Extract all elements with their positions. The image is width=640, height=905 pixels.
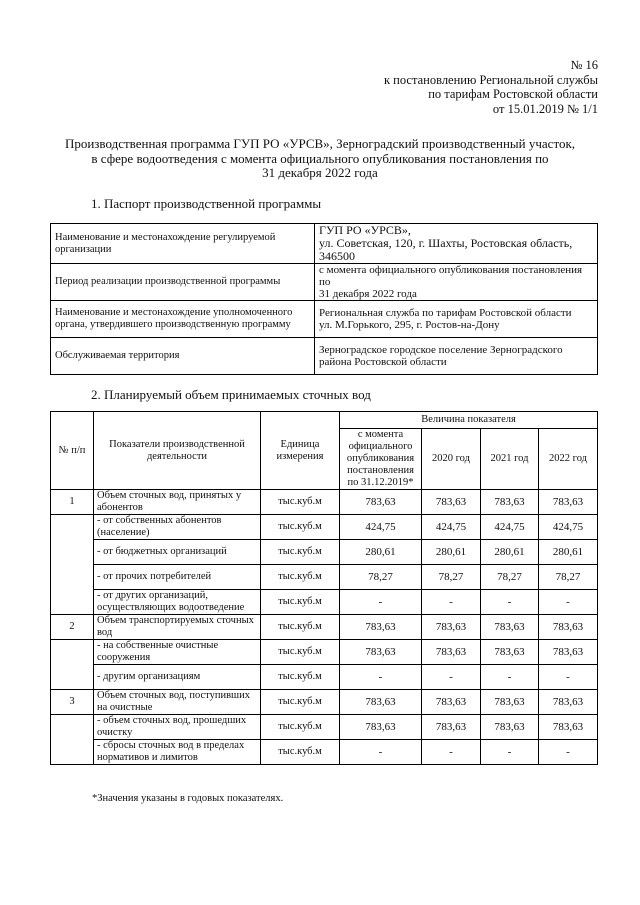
row-number-empty bbox=[51, 515, 94, 615]
value-2021: 783,63 bbox=[481, 715, 539, 740]
row-unit: тыс.куб.м bbox=[261, 590, 340, 615]
row-unit: тыс.куб.м bbox=[261, 665, 340, 690]
row-indicator: - на собственные очистные сооружения bbox=[94, 640, 261, 665]
passport-value-line: района Ростовской области bbox=[319, 356, 447, 368]
row-indicator: - сбросы сточных вод в пределах нормативов и лимитов bbox=[94, 740, 261, 765]
value-period: 783,63 bbox=[340, 615, 422, 640]
passport-value-line: Региональная служба по тарифам Ростовской области bbox=[319, 307, 572, 319]
table-row bbox=[51, 615, 598, 640]
value-2021: 424,75 bbox=[481, 515, 539, 540]
row-indicator: - объем сточных вод, прошедших очистку bbox=[94, 715, 261, 740]
value-2020: - bbox=[422, 740, 481, 765]
value-2021: 783,63 bbox=[481, 690, 539, 715]
value-2021: 783,63 bbox=[481, 615, 539, 640]
passport-label: Обслуживаемая территория bbox=[51, 338, 315, 375]
value-2020: 783,63 bbox=[422, 615, 481, 640]
title-line: 31 декабря 2022 года bbox=[262, 165, 378, 180]
value-period: - bbox=[340, 665, 422, 690]
passport-row bbox=[51, 264, 598, 301]
passport-value-line: с момента официального опубликования постановления по bbox=[319, 264, 583, 288]
value-2022: 78,27 bbox=[539, 565, 598, 590]
header-2022: 2022 год bbox=[539, 429, 598, 490]
value-2021: - bbox=[481, 740, 539, 765]
passport-row bbox=[51, 301, 598, 338]
header-line: по тарифам Ростовской области bbox=[428, 87, 598, 101]
value-2022: 783,63 bbox=[539, 640, 598, 665]
section-1-title: 1. Паспорт производственной программы bbox=[91, 196, 322, 211]
table-row bbox=[51, 740, 598, 765]
value-2021: 783,63 bbox=[481, 640, 539, 665]
row-number: 2 bbox=[51, 615, 94, 640]
document-header bbox=[384, 58, 598, 116]
row-indicator: Объем сточных вод, поступивших на очистные bbox=[94, 690, 261, 715]
value-period: - bbox=[340, 590, 422, 615]
value-2022: 424,75 bbox=[539, 515, 598, 540]
value-2021: - bbox=[481, 590, 539, 615]
passport-value-line: ул. М.Горького, 295, г. Ростов-на-Дону bbox=[319, 319, 500, 331]
value-period: 783,63 bbox=[340, 640, 422, 665]
header-no: № п/п bbox=[51, 412, 94, 490]
value-2021: 78,27 bbox=[481, 565, 539, 590]
value-2022: 783,63 bbox=[539, 615, 598, 640]
value-2022: 280,61 bbox=[539, 540, 598, 565]
table-row bbox=[51, 640, 598, 665]
row-number-empty bbox=[51, 640, 94, 690]
row-indicator: Объем транспортируемых сточных вод bbox=[94, 615, 261, 640]
value-2021: 280,61 bbox=[481, 540, 539, 565]
passport-value bbox=[315, 264, 598, 301]
header-date: от 15.01.2019 № 1/1 bbox=[492, 101, 598, 116]
value-2020: 783,63 bbox=[422, 715, 481, 740]
value-2022: 783,63 bbox=[539, 715, 598, 740]
value-2020: 78,27 bbox=[422, 565, 481, 590]
passport-label: Наименование и местонахождение уполномоченного органа, утвердившего производственную программу bbox=[51, 301, 315, 338]
volume-table bbox=[50, 411, 598, 765]
row-unit: тыс.куб.м bbox=[261, 690, 340, 715]
header-2020: 2020 год bbox=[422, 429, 481, 490]
header-line: к постановлению Региональной службы bbox=[383, 72, 598, 87]
table-row bbox=[51, 590, 598, 615]
value-2020: 280,61 bbox=[422, 540, 481, 565]
passport-table bbox=[50, 223, 598, 375]
passport-row bbox=[51, 338, 598, 375]
row-unit: тыс.куб.м bbox=[261, 615, 340, 640]
row-indicator: - от прочих потребителей bbox=[94, 565, 261, 590]
title-line: в сфере водоотведения с момента официального опубликования постановления по bbox=[91, 150, 549, 166]
row-indicator: Объем сточных вод, принятых у абонентов bbox=[94, 490, 261, 515]
row-indicator: - от других организаций, осуществляющих водоотведение bbox=[94, 590, 261, 615]
table-row bbox=[51, 690, 598, 715]
passport-value-line: 346500 bbox=[319, 249, 355, 263]
value-period: 783,63 bbox=[340, 690, 422, 715]
header-indicator: Показатели производственной деятельности bbox=[94, 412, 261, 490]
row-unit: тыс.куб.м bbox=[261, 640, 340, 665]
value-2022: - bbox=[539, 665, 598, 690]
row-unit: тыс.куб.м bbox=[261, 515, 340, 540]
row-number: 1 bbox=[51, 490, 94, 515]
row-unit: тыс.куб.м bbox=[261, 740, 340, 765]
passport-value-line: Зерноградское городское поселение Зерноградского bbox=[319, 344, 563, 356]
value-2022: - bbox=[539, 590, 598, 615]
value-2021: 783,63 bbox=[481, 490, 539, 515]
value-2021: - bbox=[481, 665, 539, 690]
passport-value bbox=[315, 224, 598, 264]
row-unit: тыс.куб.м bbox=[261, 715, 340, 740]
passport-label: Период реализации производственной программы bbox=[51, 264, 315, 301]
value-2020: 783,63 bbox=[422, 640, 481, 665]
row-indicator: - от собственных абонентов (население) bbox=[94, 515, 261, 540]
passport-value-line: ул. Советская, 120, г. Шахты, Ростовская область, bbox=[319, 236, 573, 250]
value-2020: 783,63 bbox=[422, 490, 481, 515]
row-number: 3 bbox=[51, 690, 94, 715]
header-period: с момента официального опубликования постановления по 31.12.2019* bbox=[340, 429, 422, 490]
value-period: 280,61 bbox=[340, 540, 422, 565]
table-row bbox=[51, 665, 598, 690]
header-2021: 2021 год bbox=[481, 429, 539, 490]
header-unit: Единица измерения bbox=[261, 412, 340, 490]
row-indicator: - от бюджетных организаций bbox=[94, 540, 261, 565]
row-indicator: - другим организациям bbox=[94, 665, 261, 690]
value-period: 78,27 bbox=[340, 565, 422, 590]
value-period: 783,63 bbox=[340, 715, 422, 740]
value-2020: - bbox=[422, 665, 481, 690]
row-unit: тыс.куб.м bbox=[261, 565, 340, 590]
passport-value-line: 31 декабря 2022 года bbox=[319, 288, 417, 300]
value-period: 424,75 bbox=[340, 515, 422, 540]
section-2-title: 2. Планируемый объем принимаемых сточных вод bbox=[91, 387, 371, 402]
document-title bbox=[40, 137, 600, 181]
value-2022: 783,63 bbox=[539, 690, 598, 715]
table-row bbox=[51, 515, 598, 540]
appendix-number: № 16 bbox=[570, 58, 598, 72]
table-row bbox=[51, 540, 598, 565]
footnote: *Значения указаны в годовых показателях. bbox=[92, 793, 284, 804]
value-period: - bbox=[340, 740, 422, 765]
table-row bbox=[51, 490, 598, 515]
value-2022: - bbox=[539, 740, 598, 765]
row-unit: тыс.куб.м bbox=[261, 540, 340, 565]
passport-value bbox=[315, 338, 598, 375]
value-period: 783,63 bbox=[340, 490, 422, 515]
passport-value bbox=[315, 301, 598, 338]
title-line: Производственная программа ГУП РО «УРСВ», Зерноградский производственный участок, bbox=[64, 136, 576, 151]
passport-label: Наименование и местонахождение регулируемой организации bbox=[51, 224, 315, 264]
value-2020: 424,75 bbox=[422, 515, 481, 540]
value-2022: 783,63 bbox=[539, 490, 598, 515]
row-unit: тыс.куб.м bbox=[261, 490, 340, 515]
header-value-group: Величина показателя bbox=[340, 412, 598, 429]
table-row bbox=[51, 715, 598, 740]
value-2020: - bbox=[422, 590, 481, 615]
value-2020: 783,63 bbox=[422, 690, 481, 715]
row-number-empty bbox=[51, 715, 94, 765]
table-row bbox=[51, 565, 598, 590]
passport-row bbox=[51, 224, 598, 264]
passport-value-line: ГУП РО «УРСВ», bbox=[319, 223, 411, 237]
